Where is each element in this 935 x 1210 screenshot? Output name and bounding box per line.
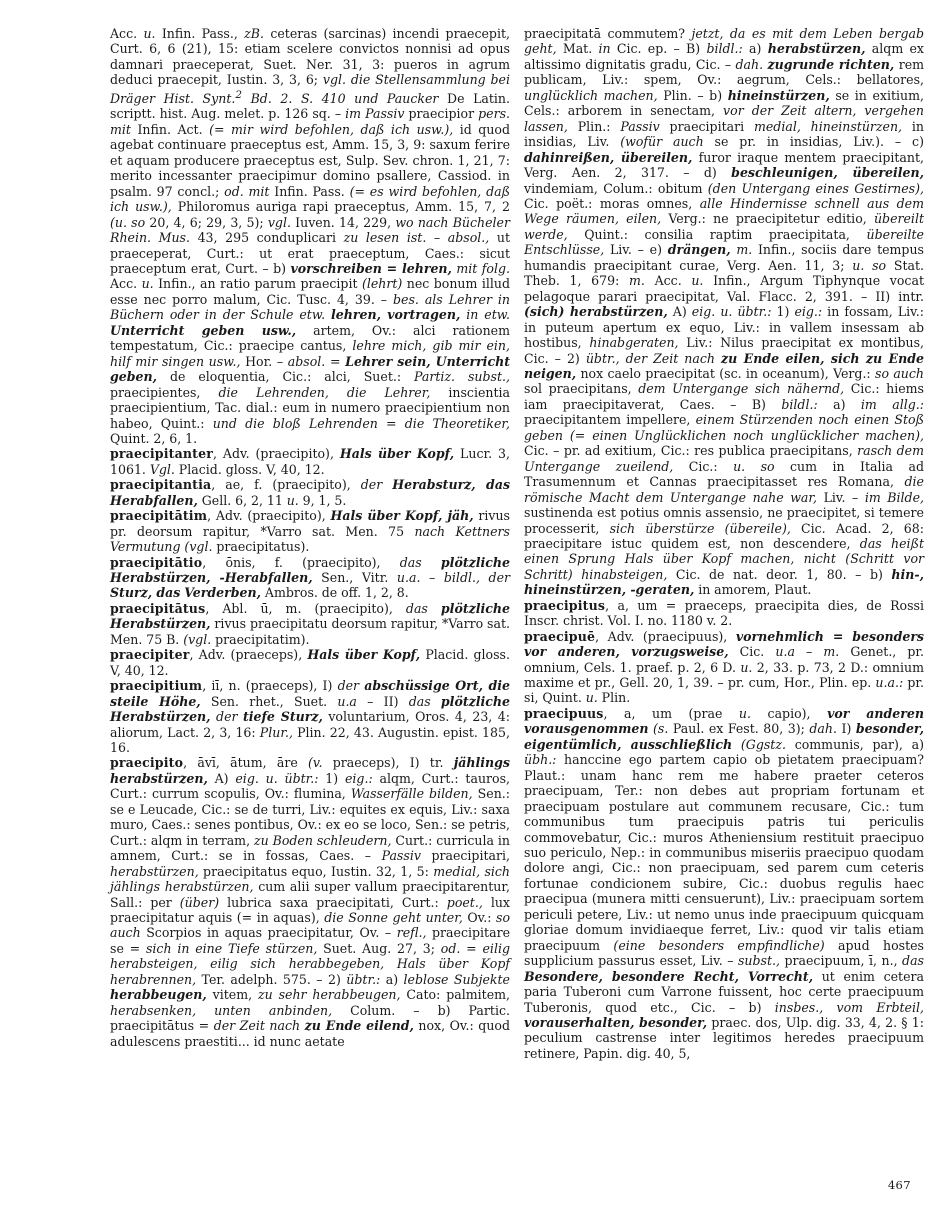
entry-praecipito-continuation: praecipitatā commutem? jetzt, da es mit dem Leben bergab geht, Mat. in Cic. ep. – B) bildl.: a) herabstürzen, alqm ex altissimo dignitatis gradu, Cic. – dah. zugrunde richten, rem publicam, Liv.: spem, Ov.: aegrum, Cels.: bellatores, unglücklich machen, Plin. – b) hineinstürzen, se in exitium, Cels.: arborem in senectam, vor der Zeit altern, vergehen lassen, Plin.: Passiv praecipitari medial, hineinstürzen, in insidias, Liv. (wofür auch se pr. in insidias, Liv.). – c) dahinreißen, übereilen, furor iraque mentem praecipitant, Verg. Aen. 2, 317. – d) beschleunigen, übereilen, vindemiam, Colum.: obitum (den Untergang eines Gestirnes), Cic. poët.: moras omnes, alle Hindernisse schnell aus dem Wege räumen, eilen, Verg.: ne praecipitetur editio, übereilt werde, Quint.: consilia raptim praecipitata, übereilte Entschlüsse, Liv. – e) drängen, m. Infin., sociis dare tempus humandis praecipitant curae, Verg. Aen. 11, 3; u. so Stat. Theb. 1, 679: m. Acc. u. Infin., Argum Tiphynque vocat pelagoque parari praecipitat, Val. Flacc. 2, 391. – II) intr. (sich) herabstürzen, A) eig. u. übtr.: 1) eig.: in fossam, Liv.: in puteum apertum ex equo, Liv.: in vallem insessam ab hostibus, hinabgeraten, Liv.: Nilus praecipitat ex montibus, Cic. – 2) übtr., der Zeit nach zu Ende eilen, sich zu Ende neigen, nox caelo praecipitat (sc. in oceanum), Verg.: so auch sol praecipitans, dem Untergange sich nähernd, Cic.: hiems iam praecipitaverat, Caes. – B) bildl.: a) im allg.: praecipitantem impellere, einem Stürzenden noch einen Stoß geben (= einen Unglücklichen noch unglücklicher machen), Cic. – pr. ad exitium, Cic.: res publica praecipitans, rasch dem Untergange zueilend, Cic.: u. so cum in Italia ad Trasumennum et Cannas praecipitasset res Romana, die römische Macht dem Untergange nahe war, Liv. – im Bilde, sustinenda est potius omnis assensio, ne praecipitet, si temere processerit, sich überstürze (übereile), Cic. Acad. 2, 68: praecipitare istuc quidem est, non descendere, das heißt einen Sprung Hals über Kopf machen, nicht (Schritt vor Schritt) hinabsteigen, Cic. de nat. deor. 1, 80. – b) hin-, hineinstürzen, -geraten, in amorem, Plaut. <box>524 26 925 598</box>
entry-praecipitantia: praecipitantia, ae, f. (praecipito), der Herabsturz, das Herabfallen, Gell. 6, 2, 11 u. 9, 1, 5. <box>110 477 511 508</box>
entry-praecipitatim: praecipitātim, Adv. (praecipito), Hals über Kopf, jäh, rivus pr. deorsum rapitur, *Varro sat. Men. 75 nach Kettners Vermutung (vgl. praecipitatus). <box>110 508 510 555</box>
entry-praecipuus: praecipuus, a, um (prae u. capio), vor anderen vorausgenommen (s. Paul. ex Fest. 80, 3); dah. I) besonder, eigentümlich, ausschließlich (Ggstz. communis, par), a) übh.: hanccine ego partem capio ob pietatem praecipuam? Plaut.: unam hanc rem me habere praeter ceteros praecipuam, Ter.: non debes aut propriam fortunam et praecipuam postulare aut communem recusare, Cic.: tum communibus tum praecipuis patris tui periculis commovebatur, Cic.: muros Atheniensium restituit praecipuo suo periculo, Nep.: in communibus miseriis praecipuo quodam dolore angi, Cic.: non praecipuam, sed parem cum ceteris fortunae condicionem subire, Cic.: duobus regulis haec praecipua (munera mitti censuerunt), Liv.: praecipuam sortem periculi petere, Liv.: ut nemo unus inde praecipuum quicquam gloriae domum invidiaeque ferret, Liv.: quod vir talis etiam praecipuum (eine besonders empfindliche) apud hostes supplicium passurus esset, Liv. – subst., praecipuum, ī, n., das Besondere, besondere Recht, Vorrecht, ut enim cetera paria Tuberoni cum Varrone fuissent, hoc certe praecipuum Tuberonis, quod etc., Cic. – b) insbes., vom Erbteil, vorauserhalten, besonder, praec. dos, Ulp. dig. 33, 4, 2. § 1: peculium castrense inter legitimos heredes praecipuum retinere, Papin. dig. 40, 5, <box>524 705 924 1061</box>
entry-praecipitatus: praecipitātus, Abl. ū, m. (praecipito), das plötzliche Herabstürzen, rivus praecipitatu deorsum rapitur, *Varro sat. Men. 75 B. (vgl. praecipitatim). <box>110 600 511 647</box>
right-column <box>524 26 924 1061</box>
entry-praecipitus: praecipitus, a, um = praeceps, praecipita dies, de Rossi Inscr. christ. Vol. I. no. 1180 v. 2. <box>524 597 924 629</box>
entry-praecipito: praecipito, āvī, ātum, āre (v. praeceps), I) tr. jählings herabstürzen, A) eig. u. übtr.: 1) eig.: alqm, Curt.: tauros, Curt.: currum scopulis, Ov.: flumina, Wasserfälle bilden, Sen.: se e Leucade, Cic.: se de turri, Liv.: equites ex equis, Liv.: saxa muro, Caes.: senes pontibus, Ov.: ex eo se loco, Sen.: se petris, Curt.: alqm in terram, zu Boden schleudern, Curt.: curricula in amnem, Curt.: se in fossas, Caes. – Passiv praecipitari, herabstürzen, praecipitatus equo, Iustin. 32, 1, 5: medial, sich jählings herabstürzen, cum alii super vallum praecipitarentur, Sall.: per (über) lubrica saxa praecipitati, Curt.: poet., lux praecipitatur aquis (= in aquas), die Sonne geht unter, Ov.: so auch Scorpios in aquas praecipitatur, Ov. – refl., praecipitare se = sich in eine Tiefe stürzen, Suet. Aug. 27, 3; od. = eilig herabsteigen, eilig sich herabbegeben, Hals über Kopf herabrennen, Ter. adelph. 575. – 2) übtr.: a) leblose Subjekte herabbeugen, vitem, zu sehr herabbeugen, Cato: palmitem, herabsenken, unten anbinden, Colum. – b) Partic. praecipitātus = der Zeit nach zu Ende eilend, nox, Ov.: quod adulescens praestiti... id nunc aetate <box>110 755 511 1049</box>
entry-praecipue: praecipuē, Adv. (praecipuus), vornehmlich = besonders vor anderen, vorzugsweise, Cic. u.a – m. Genet., pr. omnium, Cels. 1. praef. p. 2, 6 D. u. 2, 33. p. 73, 2 D.: omnium maxime et pr., Gell. 20, 1, 39. – pr. cum, Hor., Plin. ep. u.a.: pr. si, Quint. u. Plin. <box>524 628 925 706</box>
two-column-layout <box>18 26 925 1161</box>
entry-praecipitanter: praecipitanter, Adv. (praecipito), Hals über Kopf, Lucr. 3, 1061. Vgl. Placid. gloss. V, 40, 12. <box>110 446 510 477</box>
page-number: 467 <box>887 1178 911 1192</box>
left-column <box>110 26 510 1049</box>
entry-praecipiter: praecipiter, Adv. (praeceps), Hals über Kopf, Placid. gloss. V, 40, 12. <box>110 647 510 678</box>
entry-praecipitatio: praecipitātio, ōnis, f. (praecipito), das plötzliche Herabstürzen, -Herabfallen, Sen., Vitr. u.a. – bildl., der Sturz, das Verderben, Ambros. de off. 1, 2, 8. <box>110 554 511 601</box>
entry-praecipitium: praecipitium, iī, n. (praeceps), I) der abschüssige Ort, die steile Höhe, Sen. rhet., Suet. u.a – II) das plötzliche Herabstürzen, der tiefe Sturz, voluntarium, Oros. 4, 23, 4: aliorum, Lact. 2, 3, 16: Plur., Plin. 22, 43. Augustin. epist. 185, 16. <box>110 678 511 756</box>
entry-praecipio-continuation: Acc. u. Infin. Pass., zB. ceteras (sarcinas) incendi praecepit, Curt. 6, 6 (21), 15: etiam scelere convictos nonnisi ad opus damnari praeceperat, Suet. Ner. 31, 3: pueros in agrum deduci praecepit, Iustin. 3, 3, 6; vgl. die Stellensammlung bei Dräger Hist. Synt.$^2$ Bd. 2. S. 410 und Paucker De Latin. scriptt. hist. Aug. melet. p. 126 sq. – im Passiv praecipior pers. mit Infin. Act. (= mir wird befohlen, daß ich usw.), id quod agebat continuare praeceptus est, Amm. 15, 3, 9: saxum ferire et aquam producere praeceptus est, Sulp. Sev. chron. 1, 21, 7: merito incessanter praecipimur domino psallere, Cassiod. in psalm. 97 concl.; od. mit Infin. Pass. (= es wird befohlen, daß ich usw.), Philoromus auriga rapi praeceptus, Amm. 15, 7, 2 (u. so 20, 4, 6; 29, 3, 5); vgl. Iuven. 14, 229, wo nach Bücheler Rhein. Mus. 43, 295 conduplicari zu lesen ist. – absol., ut praeceperat, Curt.: ut erat praeceptum, Caes.: sicut praeceptum erat, Curt. – b) vorschreiben = lehren, mit folg. Acc. u. Infin., an ratio parum praecipit (lehrt) nec bonum illud esse nec porro malum, Cic. Tusc. 4, 39. – bes. als Lehrer in Büchern oder in der Schule etw. lehren, vortragen, in etw. Unterricht geben usw., artem, Ov.: alci rationem tempestatum, Cic.: praecipe cantus, lehre mich, gib mir ein, hilf mir singen usw., Hor. – absol. = Lehrer sein, Unterricht geben, de eloquentia, Cic.: alci, Suet.: Partiz. subst., praecipientes, die Lehrenden, die Lehrer, inscientia praecipientium, Tac. dial.: eum in numero praecipientium non habeo, Quint.: und die bloß Lehrenden = die Theoretiker, Quint. 2, 6, 1. <box>110 26 511 446</box>
